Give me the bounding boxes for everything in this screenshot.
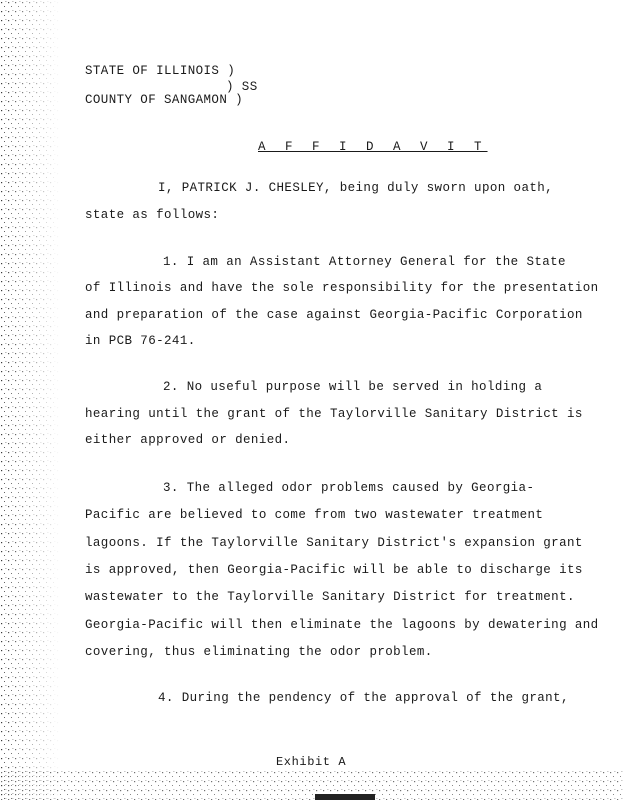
venue-ss-line: ) SS [226,80,258,94]
para-3-line-1: 3. The alleged odor problems caused by Georgia- [163,481,535,495]
venue-state-line: STATE OF ILLINOIS ) [85,64,236,78]
intro-line-1: I, PATRICK J. CHESLEY, being duly sworn upon oath, [158,181,554,195]
para-4-line-1: 4. During the pendency of the approval of the grant, [158,691,569,705]
para-1-line-2: of Illinois and have the sole responsibility for the presentation [85,281,599,295]
venue-county-line: COUNTY OF SANGAMON ) [85,93,244,107]
para-1-line-3: and preparation of the case against Georgia-Pacific Corporation [85,308,583,322]
para-2-line-1: 2. No useful purpose will be served in holding a [163,380,543,394]
para-3-line-3: lagoons. If the Taylorville Sanitary District's expansion grant [85,536,583,550]
para-3-line-6: Georgia-Pacific will then eliminate the lagoons by dewatering and [85,618,599,632]
scan-noise-left-edge [0,0,60,800]
para-3-line-4: is approved, then Georgia-Pacific will be able to discharge its [85,563,583,577]
para-1-line-1: 1. I am an Assistant Attorney General for the State [163,255,566,269]
para-1-line-4: in PCB 76-241. [85,334,196,348]
intro-line-2: state as follows: [85,208,220,222]
para-3-line-5: wastewater to the Taylorville Sanitary District for treatment. [85,590,575,604]
scan-noise-bottom-edge [0,770,623,800]
para-3-line-2: Pacific are believed to come from two wastewater treatment [85,508,544,522]
exhibit-label: Exhibit A [276,755,347,769]
para-2-line-2: hearing until the grant of the Taylorville Sanitary District is [85,407,583,421]
para-2-line-3: either approved or denied. [85,433,291,447]
para-3-line-7: covering, thus eliminating the odor problem. [85,645,433,659]
document-title: A F F I D A V I T [258,140,488,154]
